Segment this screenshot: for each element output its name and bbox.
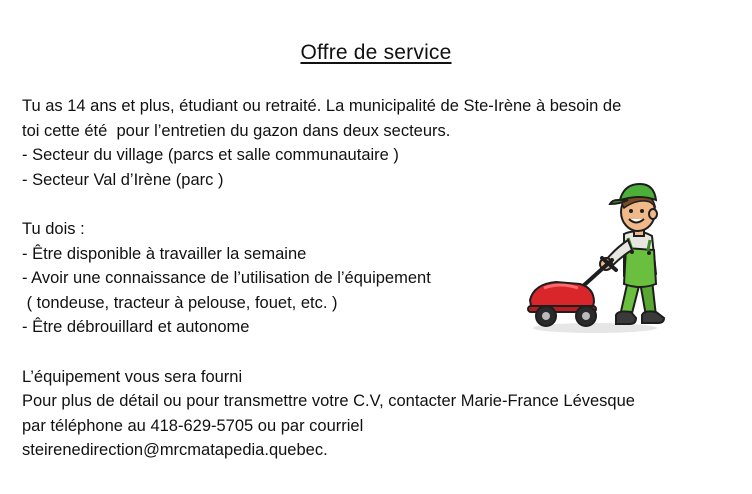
intro-line: Tu as 14 ans et plus, étudiant ou retraité. La municipalité de Ste-Irène à besoin de (22, 97, 622, 115)
page-title: Offre de service (300, 41, 452, 64)
contact-email: steirenedirection@mrcmatapedia.quebec. (22, 441, 328, 460)
requirements-heading: Tu dois : (22, 219, 85, 238)
lawn-mower-worker-icon (520, 178, 685, 338)
requirement-item-detail: ( tondeuse, tracteur à pelouse, fouet, etc. ) (22, 293, 338, 312)
contact-line: Pour plus de détail ou pour transmettre votre C.V, contacter Marie-France Lévesque (22, 392, 635, 411)
sector-item-village: - Secteur du village (parcs et salle communautaire ) (22, 146, 399, 165)
contact-line: L’équipement vous sera fourni (22, 367, 243, 386)
paragraph-gap (22, 340, 635, 365)
requirement-item: - Être disponible à travailler la semaine (22, 244, 307, 263)
sector-item-val-direne: - Secteur Val d’Irène (parc ) (22, 170, 224, 189)
contact-line: par téléphone au 418-629-5705 ou par courriel (22, 416, 364, 435)
requirement-item: - Être débrouillard et autonome (22, 318, 250, 337)
intro-line: toi cette été pour l’entretien du gazon dans deux secteurs. (22, 121, 451, 140)
requirement-item: - Avoir une connaissance de l’utilisation de l’équipement (22, 269, 431, 288)
